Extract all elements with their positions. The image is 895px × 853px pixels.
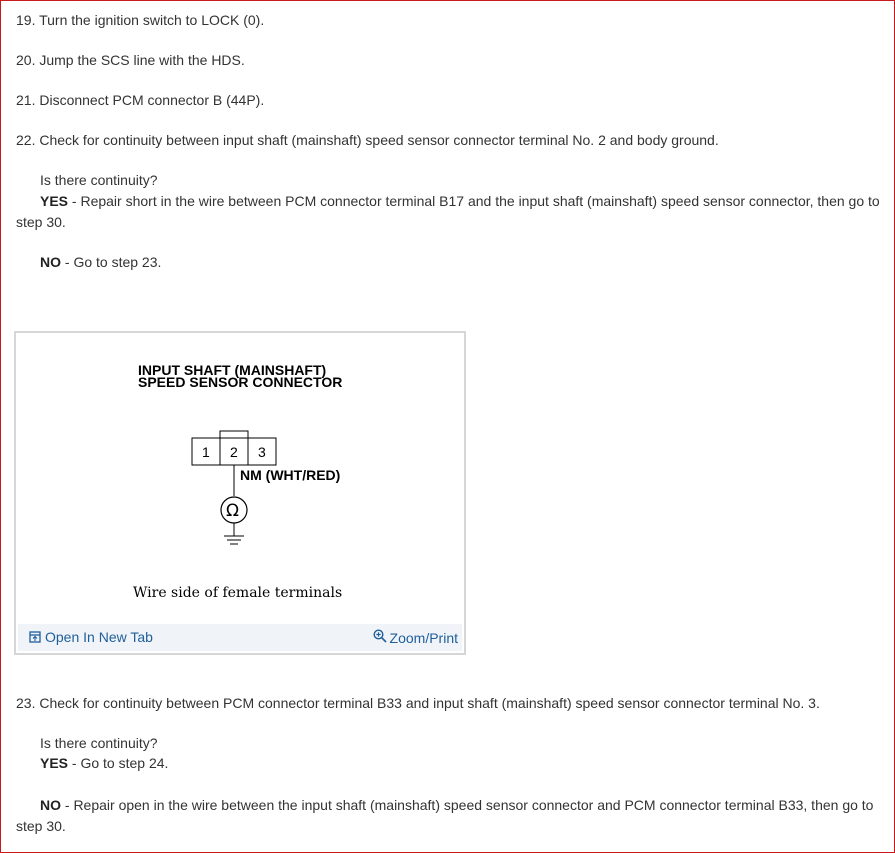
yes-label: YES <box>40 193 69 209</box>
step-22-yes <box>16 191 888 233</box>
step-20: 20. Jump the SCS line with the HDS. <box>16 52 245 68</box>
step-22-question: Is there continuity? <box>40 172 158 188</box>
step-21: 21. Disconnect PCM connector B (44P). <box>16 92 265 108</box>
zoom-print-label: Zoom/Print <box>389 630 458 646</box>
step-19: 19. Turn the ignition switch to LOCK (0). <box>16 12 265 28</box>
zoom-print-link[interactable] <box>373 629 458 646</box>
step-22-no <box>40 254 161 270</box>
figure-toolbar <box>18 624 462 651</box>
step-22: 22. Check for continuity between input shaft (mainshaft) speed sensor connector terminal No. 2 and body ground. <box>16 132 719 148</box>
step-23: 23. Check for continuity between PCM connector terminal B33 and input shaft (mainshaft) speed sensor connector terminal No. 3. <box>16 695 820 711</box>
ohm-symbol: Ω <box>226 501 239 521</box>
connector-figure <box>14 331 466 655</box>
open-in-new-tab-link[interactable] <box>29 629 153 645</box>
open-in-new-tab-label: Open In New Tab <box>45 629 153 645</box>
no-text: - Repair open in the wire between the input shaft (mainshaft) speed sensor connector and PCM connector terminal B33, then go to step 30. <box>16 797 874 834</box>
yes-text: - Go to step 24. <box>68 755 169 771</box>
terminal-1: 1 <box>202 444 210 460</box>
figure-caption: Wire side of female terminals <box>133 585 343 601</box>
figure-title-line1: INPUT SHAFT (MAINSHAFT) <box>138 362 327 378</box>
ground-icon <box>224 536 244 544</box>
terminal-3: 3 <box>258 444 266 460</box>
terminal-2: 2 <box>230 444 238 460</box>
new-tab-icon <box>29 631 41 643</box>
yes-label: YES <box>40 755 69 771</box>
connector-diagram <box>16 333 464 625</box>
step-23-question: Is there continuity? <box>40 735 158 751</box>
figure-title-line2: SPEED SENSOR CONNECTOR <box>138 374 343 390</box>
step-23-yes <box>40 755 168 771</box>
zoom-icon <box>373 629 387 643</box>
wire-label: NM (WHT/RED) <box>240 467 341 483</box>
no-text: - Go to step 23. <box>61 254 162 270</box>
step-23-no <box>16 795 888 837</box>
no-label: NO <box>40 797 61 813</box>
yes-text: - Repair short in the wire between PCM connector terminal B17 and the input shaft (mainshaft) speed sensor connector, then go to step 30. <box>16 193 880 230</box>
no-label: NO <box>40 254 61 270</box>
